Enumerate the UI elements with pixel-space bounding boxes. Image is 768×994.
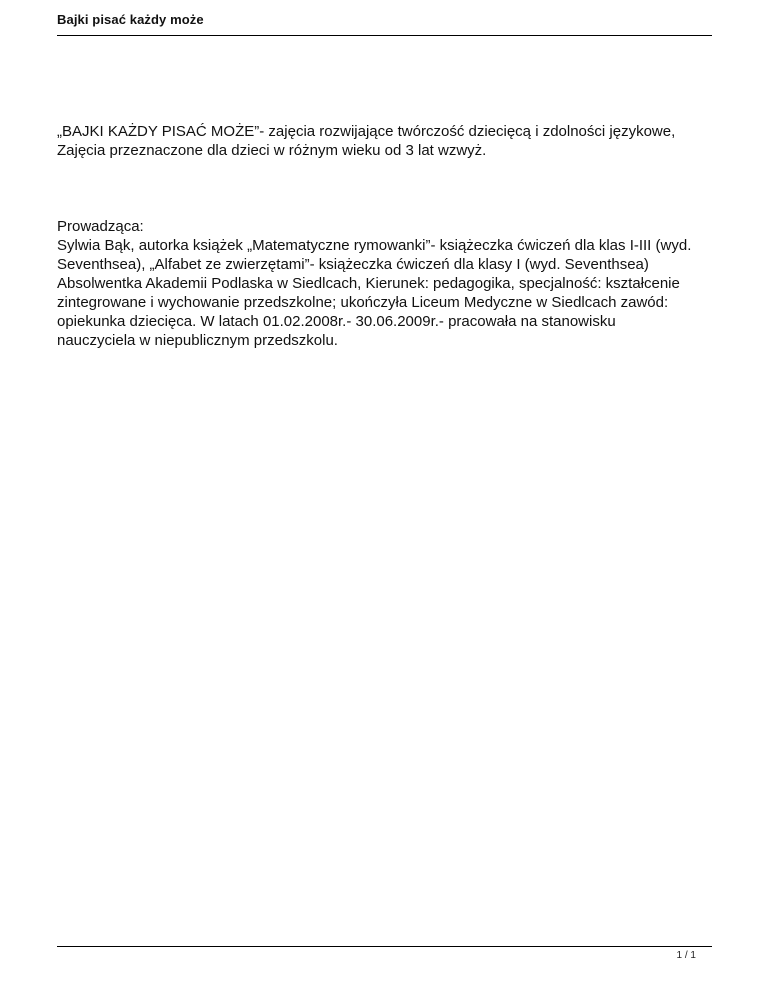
presenter-label: Prowadząca: bbox=[57, 218, 144, 235]
footer-divider bbox=[57, 946, 712, 947]
presenter-line: Absolwentka Akademii Podlaska w Siedlcach, Kierunek: pedagogika, specjalność: kształcenie bbox=[57, 275, 680, 292]
presenter-line: opiekunka dziecięca. W latach 01.02.2008r.- 30.06.2009r.- pracowała na stanowisku bbox=[57, 313, 616, 330]
document-body bbox=[57, 122, 717, 350]
presenter-line: nauczyciela w niepublicznym przedszkolu. bbox=[57, 332, 338, 349]
header-divider bbox=[57, 35, 712, 36]
presenter-line: zintegrowane i wychowanie przedszkolne; ukończyła Liceum Medyczne w Siedlcach zawód: bbox=[57, 294, 669, 311]
intro-paragraph bbox=[57, 122, 717, 160]
page-header-title: Bajki pisać każdy może bbox=[57, 12, 204, 27]
intro-line-2: Zajęcia przeznaczone dla dzieci w różnym wieku od 3 lat wzwyż. bbox=[57, 142, 487, 159]
intro-line-1: „BAJKI KAŻDY PISAĆ MOŻE”- zajęcia rozwijające twórczość dziecięcą i zdolności językowe, bbox=[57, 123, 676, 140]
page-number: 1 / 1 bbox=[676, 950, 696, 961]
presenter-line: Sylwia Bąk, autorka książek „Matematyczne rymowanki”- książeczka ćwiczeń dla klas I-III (wyd. bbox=[57, 237, 692, 254]
presenter-line: Seventhsea), „Alfabet ze zwierzętami”- książeczka ćwiczeń dla klasy I (wyd. Seventhsea) bbox=[57, 256, 649, 273]
presenter-paragraph bbox=[57, 217, 717, 350]
